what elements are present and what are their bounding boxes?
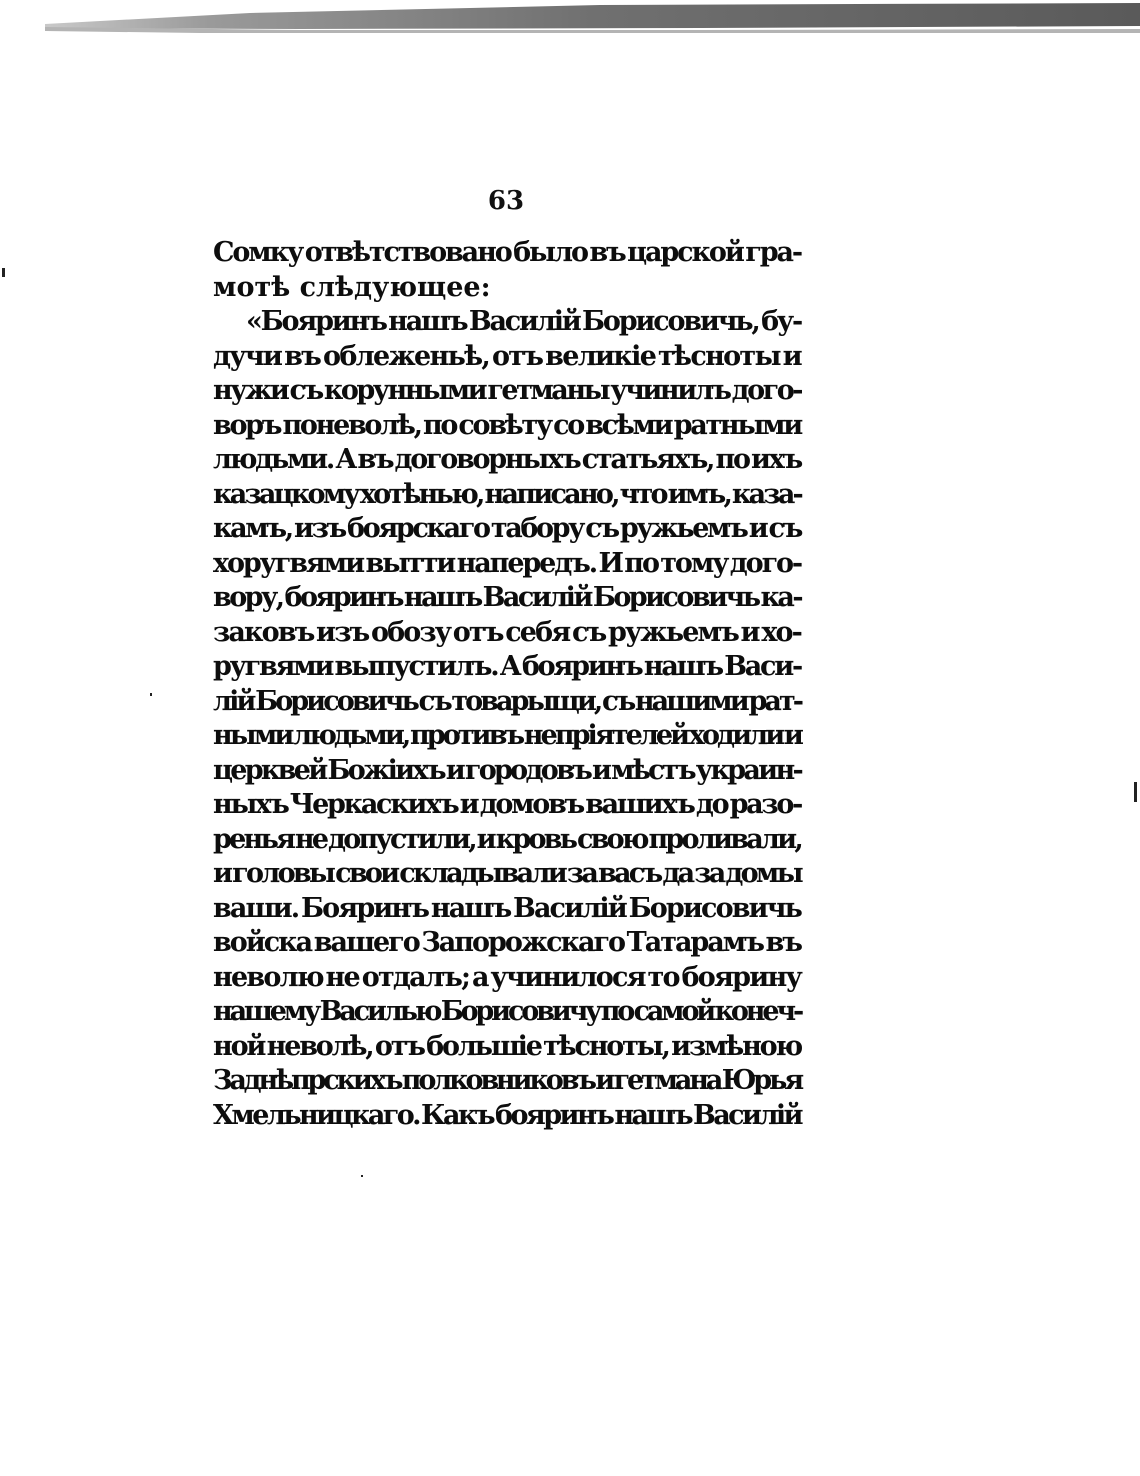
text-line: и головы свои складывали за васъ да за домы <box>213 858 801 889</box>
text-line: дучи въ облеженьѣ, отъ великіе тѣсноты и <box>213 340 801 372</box>
text-line: вору, бояринъ нашъ Василій Борисовичь ка- <box>213 582 801 613</box>
scan-top-edge <box>0 0 1140 40</box>
text-line: людьми. А въ договорныхъ статьяхъ, по ихъ <box>213 444 801 475</box>
text-line: войска вашего Запорожскаго Татарамъ въ <box>213 927 801 958</box>
text-line: Хмельницкаго. Какъ бояринъ нашъ Василій <box>213 1099 801 1131</box>
text-line: Заднѣпрскихъ полковниковъ и гетмана Юрья <box>213 1065 801 1096</box>
text-line: казацкому хотѣнью, написано, что имъ, каза- <box>213 478 801 510</box>
text-line: лій Борисовичь съ товарыщи, съ нашими рат- <box>213 685 801 717</box>
text-line: воръ поневолѣ, по совѣту со всѣми ратными <box>213 409 801 441</box>
scan-shadow-graphic <box>0 0 1140 40</box>
text-line: хоругвями вытти напередъ. И по тому дого- <box>213 547 801 579</box>
text-line: нашему Василью Борисовичу по самой конеч- <box>213 996 801 1027</box>
margin-mark-left <box>2 268 5 277</box>
text-line: ныхъ Черкаскихъ и домовъ вашихъ до разо- <box>213 789 801 820</box>
speck-mark <box>361 1175 363 1177</box>
text-line: ругвями выпустилъ. А бояринъ нашъ Васи- <box>213 651 801 682</box>
text-line: неволю не отдалъ; а учинилося то боярину <box>213 961 801 993</box>
text-line: заковъ изъ обозу отъ себя съ ружьемъ и хо- <box>213 616 801 648</box>
text-line: ваши. Бояринъ нашъ Василій Борисовичь <box>213 892 801 924</box>
page-number: 63 <box>487 186 525 216</box>
text-line: ной неволѣ, отъ большіе тѣсноты, измѣною <box>213 1030 801 1062</box>
text-line: церквей Божіихъ и городовъ и мѣстъ украин- <box>213 754 801 786</box>
text-line: нужи съ корунными гетманы учинилъ дого- <box>213 375 801 406</box>
text-line: мотѣ слѣдующее: <box>213 271 491 303</box>
text-line: камъ, изъ боярскаго табору съ ружьемъ и съ <box>213 513 801 544</box>
text-line: ренья не допустили, и кровь свою проливали, <box>213 823 801 855</box>
margin-mark-right <box>1134 782 1137 802</box>
body-text <box>213 236 801 1133</box>
text-line: ными людьми, противъ непріятелей ходили и <box>213 720 801 751</box>
text-line: «Бояринъ нашъ Василій Борисовичь, бу- <box>246 306 801 337</box>
speck-mark <box>150 693 152 696</box>
text-line: Сомку отвѣтствовано было въ царской гра- <box>213 237 801 268</box>
